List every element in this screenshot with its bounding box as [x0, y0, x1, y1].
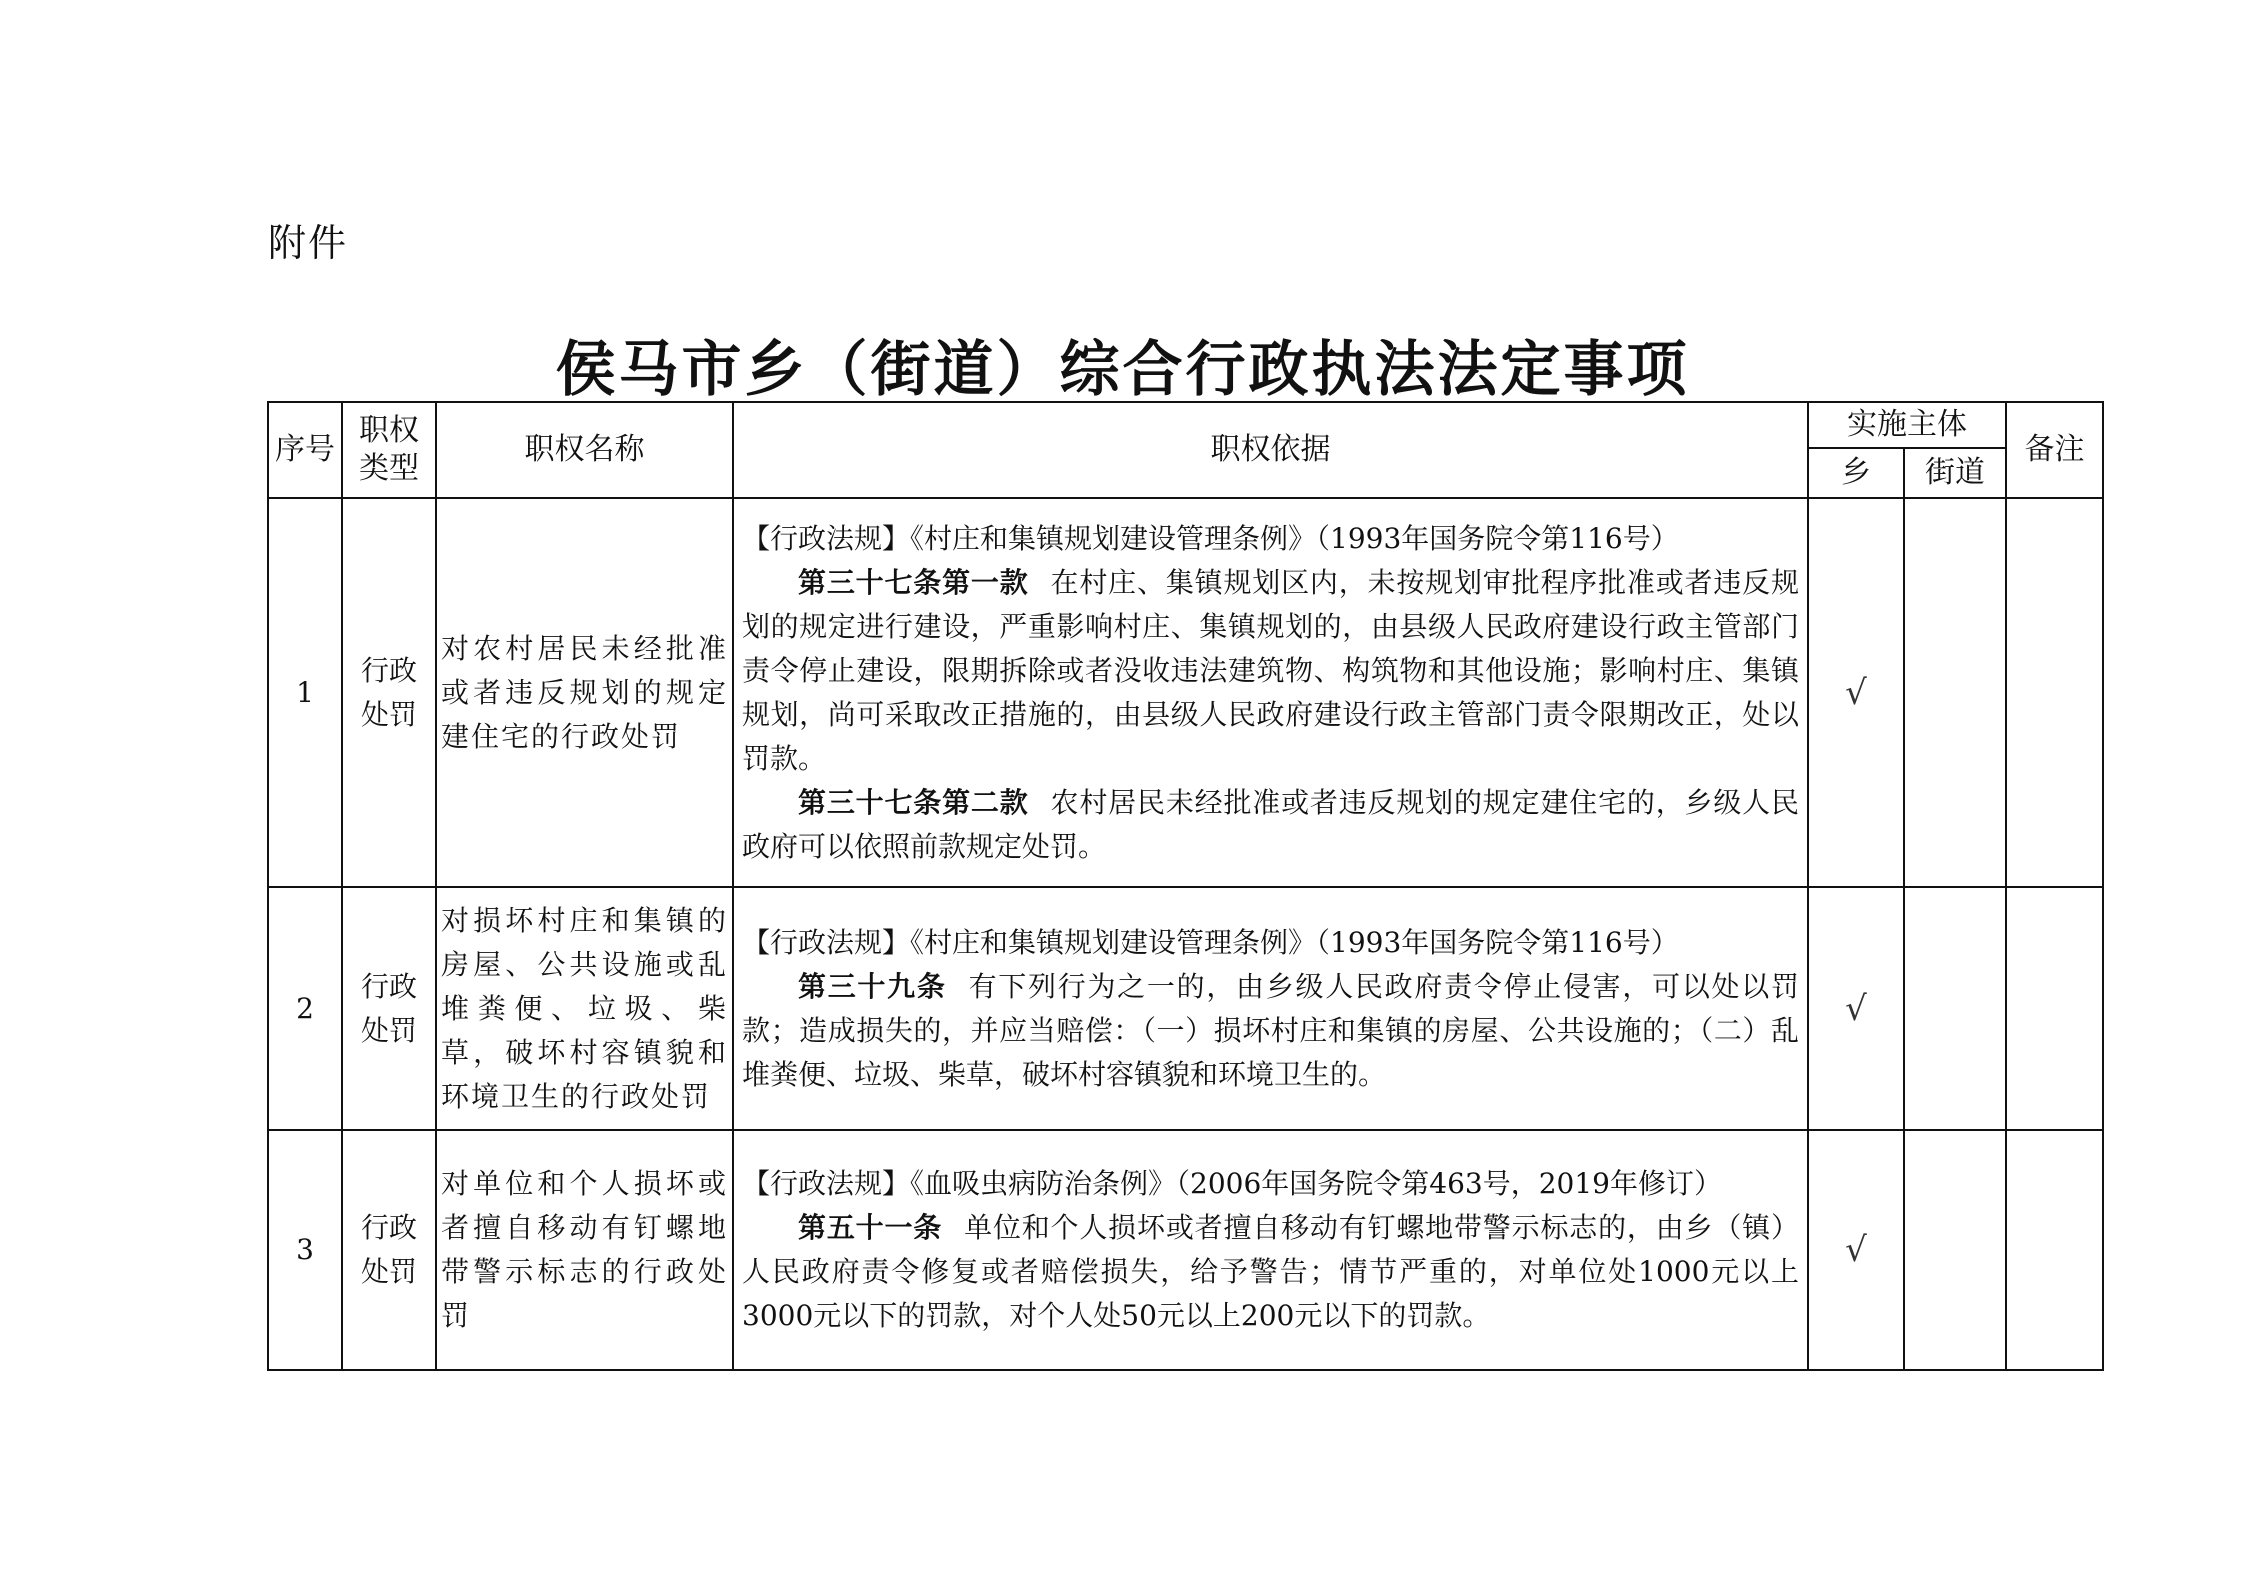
header-type: 职权类型	[342, 402, 436, 498]
basis-source: 【行政法规】《村庄和集镇规划建设管理条例》（1993年国务院令第116号）	[742, 521, 1679, 555]
article-text: 单位和个人损坏或者擅自移动有钉螺地带警示标志的，由乡（镇）人民政府责令修复或者赔偿损失，给予警告；情节严重的，对单位处1000元以上3000元以下的罚款，对个人处50元以上200元以下的罚款。	[742, 1211, 1799, 1332]
row-type: 行政处罚	[342, 887, 436, 1130]
basis-source: 【行政法规】《血吸虫病防治条例》（2006年国务院令第463号，2019年修订）	[742, 1167, 1722, 1200]
document-title: 侯马市乡（街道）综合行政执法法定事项	[555, 335, 1690, 405]
row-remark	[2006, 887, 2103, 1130]
street-check	[1904, 887, 2006, 1130]
article-text: 在村庄、集镇规划区内，未按规划审批程序批准或者违反规划的规定进行建设，严重影响村庄、集镇规划的，由县级人民政府建设行政主管部门责令停止建设，限期拆除或者没收违法建筑物、构筑物和其他设施；影响村庄、集镇规划，尚可采取改正措施的，由县级人民政府建设行政主管部门责令限期改正，处以罚款。	[742, 565, 1799, 775]
row-name: 对损坏村庄和集镇的房屋、公共设施或乱堆粪便、垃圾、柴草，破坏村容镇貌和环境卫生的行政处罚	[436, 887, 733, 1130]
row-seq: 2	[268, 887, 342, 1130]
enforcement-items-table	[267, 401, 2104, 1371]
article-label: 第三十七条第二款	[798, 785, 1029, 819]
attachment-label: 附件	[268, 221, 349, 265]
header-town: 乡	[1808, 448, 1904, 498]
header-name: 职权名称	[436, 402, 733, 498]
street-check	[1904, 498, 2006, 887]
header-street: 街道	[1904, 448, 2006, 498]
table-row	[268, 498, 2103, 887]
basis-source: 【行政法规】《村庄和集镇规划建设管理条例》（1993年国务院令第116号）	[742, 925, 1679, 959]
row-remark	[2006, 1130, 2103, 1370]
row-seq: 1	[268, 498, 342, 887]
street-check	[1904, 1130, 2006, 1370]
row-basis	[733, 887, 1808, 1130]
header-basis: 职权依据	[733, 402, 1808, 498]
row-seq: 3	[268, 1130, 342, 1370]
row-name: 对农村居民未经批准或者违反规划的规定建住宅的行政处罚	[436, 498, 733, 887]
article-label: 第三十九条	[798, 969, 947, 1003]
basis-article	[742, 1206, 1799, 1338]
article-text: 农村居民未经批准或者违反规划的规定建住宅的，乡级人民政府可以依照前款规定处罚。	[742, 785, 1799, 863]
article-label: 第五十一条	[798, 1211, 943, 1244]
row-basis	[733, 498, 1808, 887]
basis-article	[742, 965, 1799, 1097]
article-label: 第三十七条第一款	[798, 565, 1029, 599]
header-subject: 实施主体	[1808, 402, 2006, 448]
town-check: √	[1808, 498, 1904, 887]
row-type: 行政处罚	[342, 498, 436, 887]
row-name: 对单位和个人损坏或者擅自移动有钉螺地带警示标志的行政处罚	[436, 1130, 733, 1370]
header-seq: 序号	[268, 402, 342, 498]
row-type: 行政处罚	[342, 1130, 436, 1370]
table-row	[268, 887, 2103, 1130]
row-basis	[733, 1130, 1808, 1370]
town-check: √	[1808, 887, 1904, 1130]
basis-article	[742, 561, 1799, 781]
row-remark	[2006, 498, 2103, 887]
town-check: √	[1808, 1130, 1904, 1370]
header-remark: 备注	[2006, 402, 2103, 498]
table-row	[268, 1130, 2103, 1370]
article-text: 有下列行为之一的，由乡级人民政府责令停止侵害，可以处以罚款；造成损失的，并应当赔偿：（一）损坏村庄和集镇的房屋、公共设施的；（二）乱堆粪便、垃圾、柴草，破坏村容镇貌和环境卫生的。	[742, 969, 1799, 1091]
basis-article	[742, 781, 1799, 869]
